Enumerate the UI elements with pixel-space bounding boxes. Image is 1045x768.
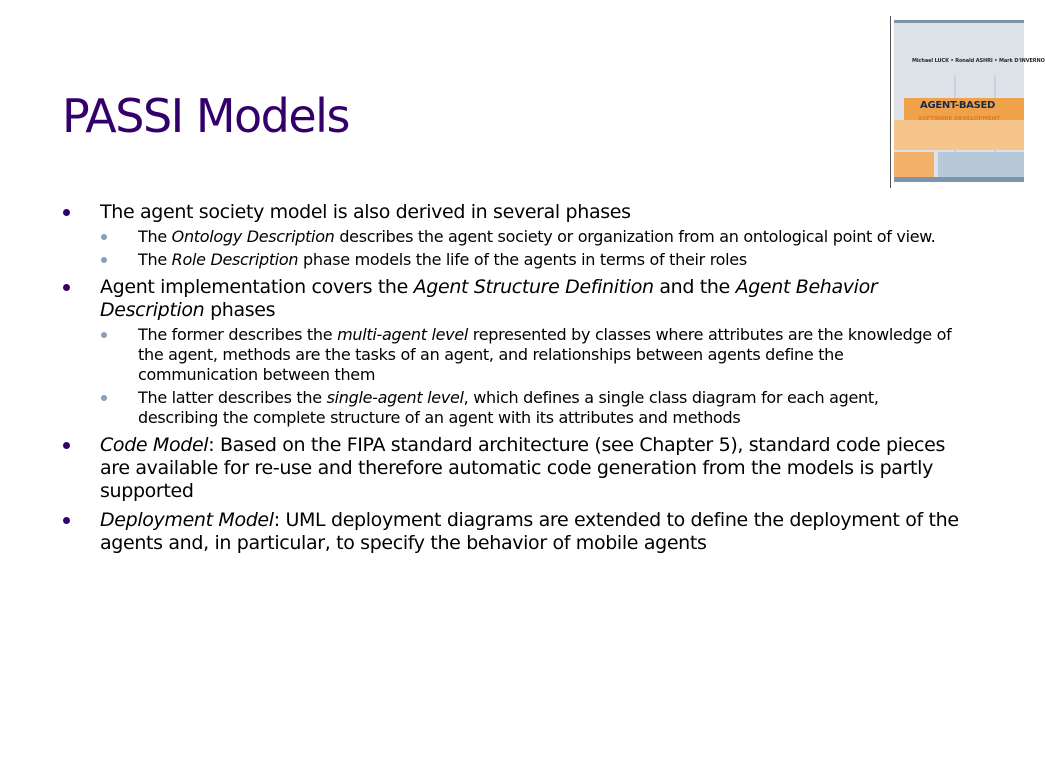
text-segment: describes the agent society or organization from an ontological point of view. bbox=[334, 227, 936, 246]
text-segment: The latter describes the bbox=[138, 388, 327, 407]
emphasis-text: Role Description bbox=[171, 250, 299, 269]
cover-authors: Michael LUCK • Ronald ASHRI • Mark D'INVERNO bbox=[912, 58, 1045, 64]
cover-title: AGENT-BASED bbox=[920, 100, 996, 111]
bullet-item bbox=[62, 509, 962, 555]
emphasis-text: Agent Structure Definition bbox=[413, 276, 654, 298]
bullet-text bbox=[100, 434, 962, 503]
text-segment: The bbox=[138, 227, 172, 246]
text-segment: , which defines a single class diagram for each agent, describing the complete structure of an agent with its attributes and methods bbox=[138, 388, 879, 427]
emphasis-text: multi-agent level bbox=[337, 325, 469, 344]
sub-bullet-dot-icon bbox=[101, 234, 107, 240]
bullet-list bbox=[62, 201, 962, 555]
sub-bullet-dot-icon bbox=[101, 395, 107, 401]
bullet-text bbox=[100, 201, 962, 224]
sub-bullet-text bbox=[138, 250, 962, 270]
sub-bullet-text bbox=[138, 325, 962, 385]
slide-title: PASSI Models bbox=[62, 89, 349, 143]
sub-bullet-text bbox=[138, 227, 962, 247]
bullet-item bbox=[62, 434, 962, 503]
text-segment: phases bbox=[204, 299, 276, 321]
emphasis-text: single-agent level bbox=[326, 388, 464, 407]
slide-content bbox=[62, 195, 962, 555]
bullet-dot-icon bbox=[63, 517, 70, 524]
bullet-item bbox=[62, 201, 962, 270]
cover-orange-band-light bbox=[894, 120, 1024, 150]
emphasis-text: Agent Behavior Description bbox=[100, 276, 878, 321]
sub-bullet-item bbox=[100, 388, 962, 428]
sub-bullet-dot-icon bbox=[101, 332, 107, 338]
emphasis-text: Ontology Description bbox=[171, 227, 335, 246]
text-segment: The former describes the bbox=[138, 325, 338, 344]
text-segment: The agent society model is also derived in several phases bbox=[100, 201, 631, 223]
sub-bullet-list bbox=[100, 227, 962, 270]
bullet-dot-icon bbox=[63, 284, 70, 291]
text-segment: Agent implementation covers the bbox=[100, 276, 414, 298]
emphasis-text: Code Model bbox=[100, 434, 209, 456]
text-segment: and the bbox=[653, 276, 736, 298]
bullet-text bbox=[100, 509, 962, 555]
text-segment: : UML deployment diagrams are extended to define the deployment of the agents and, in particular, to specify the behavior of mobile agents bbox=[100, 509, 959, 554]
emphasis-text: Deployment Model bbox=[100, 509, 274, 531]
bullet-dot-icon bbox=[63, 442, 70, 449]
book-cover-image bbox=[894, 20, 1045, 182]
bullet-item bbox=[62, 276, 962, 428]
text-segment: represented by classes where attributes are the knowledge of the agent, methods are the tasks of an agent, and relationships between agents define the communication between them bbox=[138, 325, 952, 384]
sub-bullet-dot-icon bbox=[101, 257, 107, 263]
sub-bullet-item bbox=[100, 227, 962, 247]
text-segment: phase models the life of the agents in terms of their roles bbox=[298, 250, 747, 269]
sub-bullet-item bbox=[100, 325, 962, 385]
cover-frame-bottom bbox=[894, 177, 1024, 182]
cover-panel bbox=[894, 152, 934, 177]
cover-panel-blue bbox=[938, 152, 1024, 177]
sub-bullet-list bbox=[100, 325, 962, 428]
text-segment: The bbox=[138, 250, 172, 269]
sub-bullet-item bbox=[100, 250, 962, 270]
sub-bullet-text bbox=[138, 388, 962, 428]
cover-subtitle: SOFTWARE DEVELOPMENT bbox=[918, 116, 1001, 122]
vertical-divider bbox=[890, 16, 891, 188]
bullet-text bbox=[100, 276, 962, 322]
bullet-dot-icon bbox=[63, 209, 70, 216]
cover-frame-top bbox=[894, 20, 1024, 23]
text-segment: : Based on the FIPA standard architecture (see Chapter 5), standard code pieces are available for re-use and therefore automatic code generation from the models is partly supported bbox=[100, 434, 946, 502]
